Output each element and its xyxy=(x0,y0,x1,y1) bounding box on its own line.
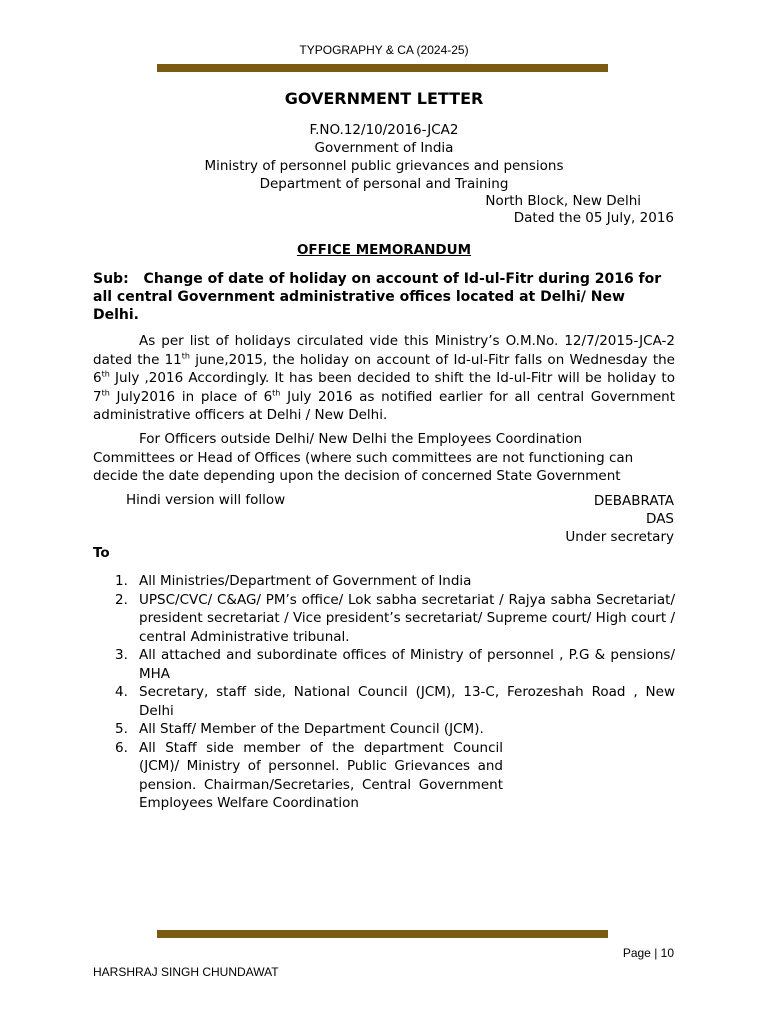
header-rule xyxy=(157,64,608,72)
subject xyxy=(93,270,675,324)
list-number: 2. xyxy=(115,591,128,608)
subject-label: Sub: xyxy=(93,271,129,287)
page-number: Page | 10 xyxy=(622,946,674,960)
to-label: To xyxy=(93,545,110,561)
signatory-name-line-1: DEBABRATA xyxy=(593,493,674,509)
para1-sup-1: th xyxy=(181,351,190,360)
para1-part-c: July ,2016 Accordingly. It has been decided to shift the Id-ul-Fitr will be holiday to 7 xyxy=(93,370,675,405)
list-number: 1. xyxy=(115,573,128,589)
signatory-name-line-2: DAS xyxy=(646,511,674,527)
list-number: 4. xyxy=(115,684,128,700)
para1-sup-2: th xyxy=(101,369,110,379)
recipient-list xyxy=(93,572,675,813)
signatory-designation: Under secretary xyxy=(565,529,674,545)
place-line: North Block, New Delhi xyxy=(485,193,641,209)
para1-sup-4: th xyxy=(272,388,281,397)
hindi-note: Hindi version will follow xyxy=(126,492,286,508)
list-text: All Ministries/Department of Government of India xyxy=(139,573,472,589)
subject-text: Change of date of holiday on account of Id-ul-Fitr during 2016 for all central Government administrative offices located at Delhi/ New Delhi. xyxy=(93,271,662,323)
government-line: Government of India xyxy=(314,140,454,156)
footer-author: HARSHRAJ SINGH CHUNDAWAT xyxy=(93,965,279,979)
memo-heading: OFFICE MEMORANDUM xyxy=(296,242,472,258)
list-item xyxy=(93,591,675,647)
para1-part-d: July2016 in place of 6 xyxy=(109,388,273,405)
para1-part-a: As per list of holidays circulated vide this Ministry’s O.M.No. 12/7/2015-JCA-2 dated the 11 xyxy=(93,333,675,368)
date-line: Dated the 05 July, 2016 xyxy=(513,210,674,226)
para1-sup-3: th xyxy=(101,388,110,397)
para1-part-b: june,2015, the holiday on account of Id-ul-Fitr falls on Wednesday the 6 xyxy=(93,351,675,386)
list-item xyxy=(93,646,675,683)
list-item xyxy=(93,683,675,720)
header-title: TYPOGRAPHY & CA (2024-25) xyxy=(299,43,469,57)
footer-rule xyxy=(157,930,608,938)
list-item xyxy=(93,720,675,739)
list-text: Secretary, staff side, National Council (JCM), 13-C, Ferozeshah Road , New Delhi xyxy=(139,684,675,719)
document-title: GOVERNMENT LETTER xyxy=(284,89,484,108)
list-text: All Staff side member of the department Council (JCM)/ Ministry of personnel. Public Grievances and pension. Chairman/Secretaries, Central Government Employees Welfare Coordination xyxy=(139,739,503,811)
list-item xyxy=(93,572,675,591)
list-item xyxy=(93,739,503,813)
ministry-line: Ministry of personnel public grievances and pensions xyxy=(204,158,564,174)
list-number: 5. xyxy=(115,721,128,737)
paragraph-1 xyxy=(93,332,675,425)
para1-part-e: July 2016 as notified earlier for all central Government administrative officers at Delhi / New Delhi. xyxy=(93,388,676,423)
department-line: Department of personal and Training xyxy=(259,176,509,192)
file-number: F.NO.12/10/2016-JCA2 xyxy=(309,122,459,138)
list-text: All Staff/ Member of the Department Council (JCM). xyxy=(139,721,484,737)
list-text: All attached and subordinate offices of Ministry of personnel , P.G & pensions/ MHA xyxy=(139,647,675,682)
list-number: 6. xyxy=(115,739,128,756)
paragraph-2: For Officers outside Delhi/ New Delhi the Employees Coordination Committees or Head of Offices (where such committees are not functioning can decide the date depending upon the decision of concerned State Government xyxy=(93,431,634,484)
list-text: UPSC/CVC/ C&AG/ PM’s office/ Lok sabha secretariat / Rajya sabha Secretariat/ president secretariat / Vice president’s secretariat/ Supreme court/ High court / central Administrative tribunal. xyxy=(139,591,675,645)
list-number: 3. xyxy=(115,647,128,663)
